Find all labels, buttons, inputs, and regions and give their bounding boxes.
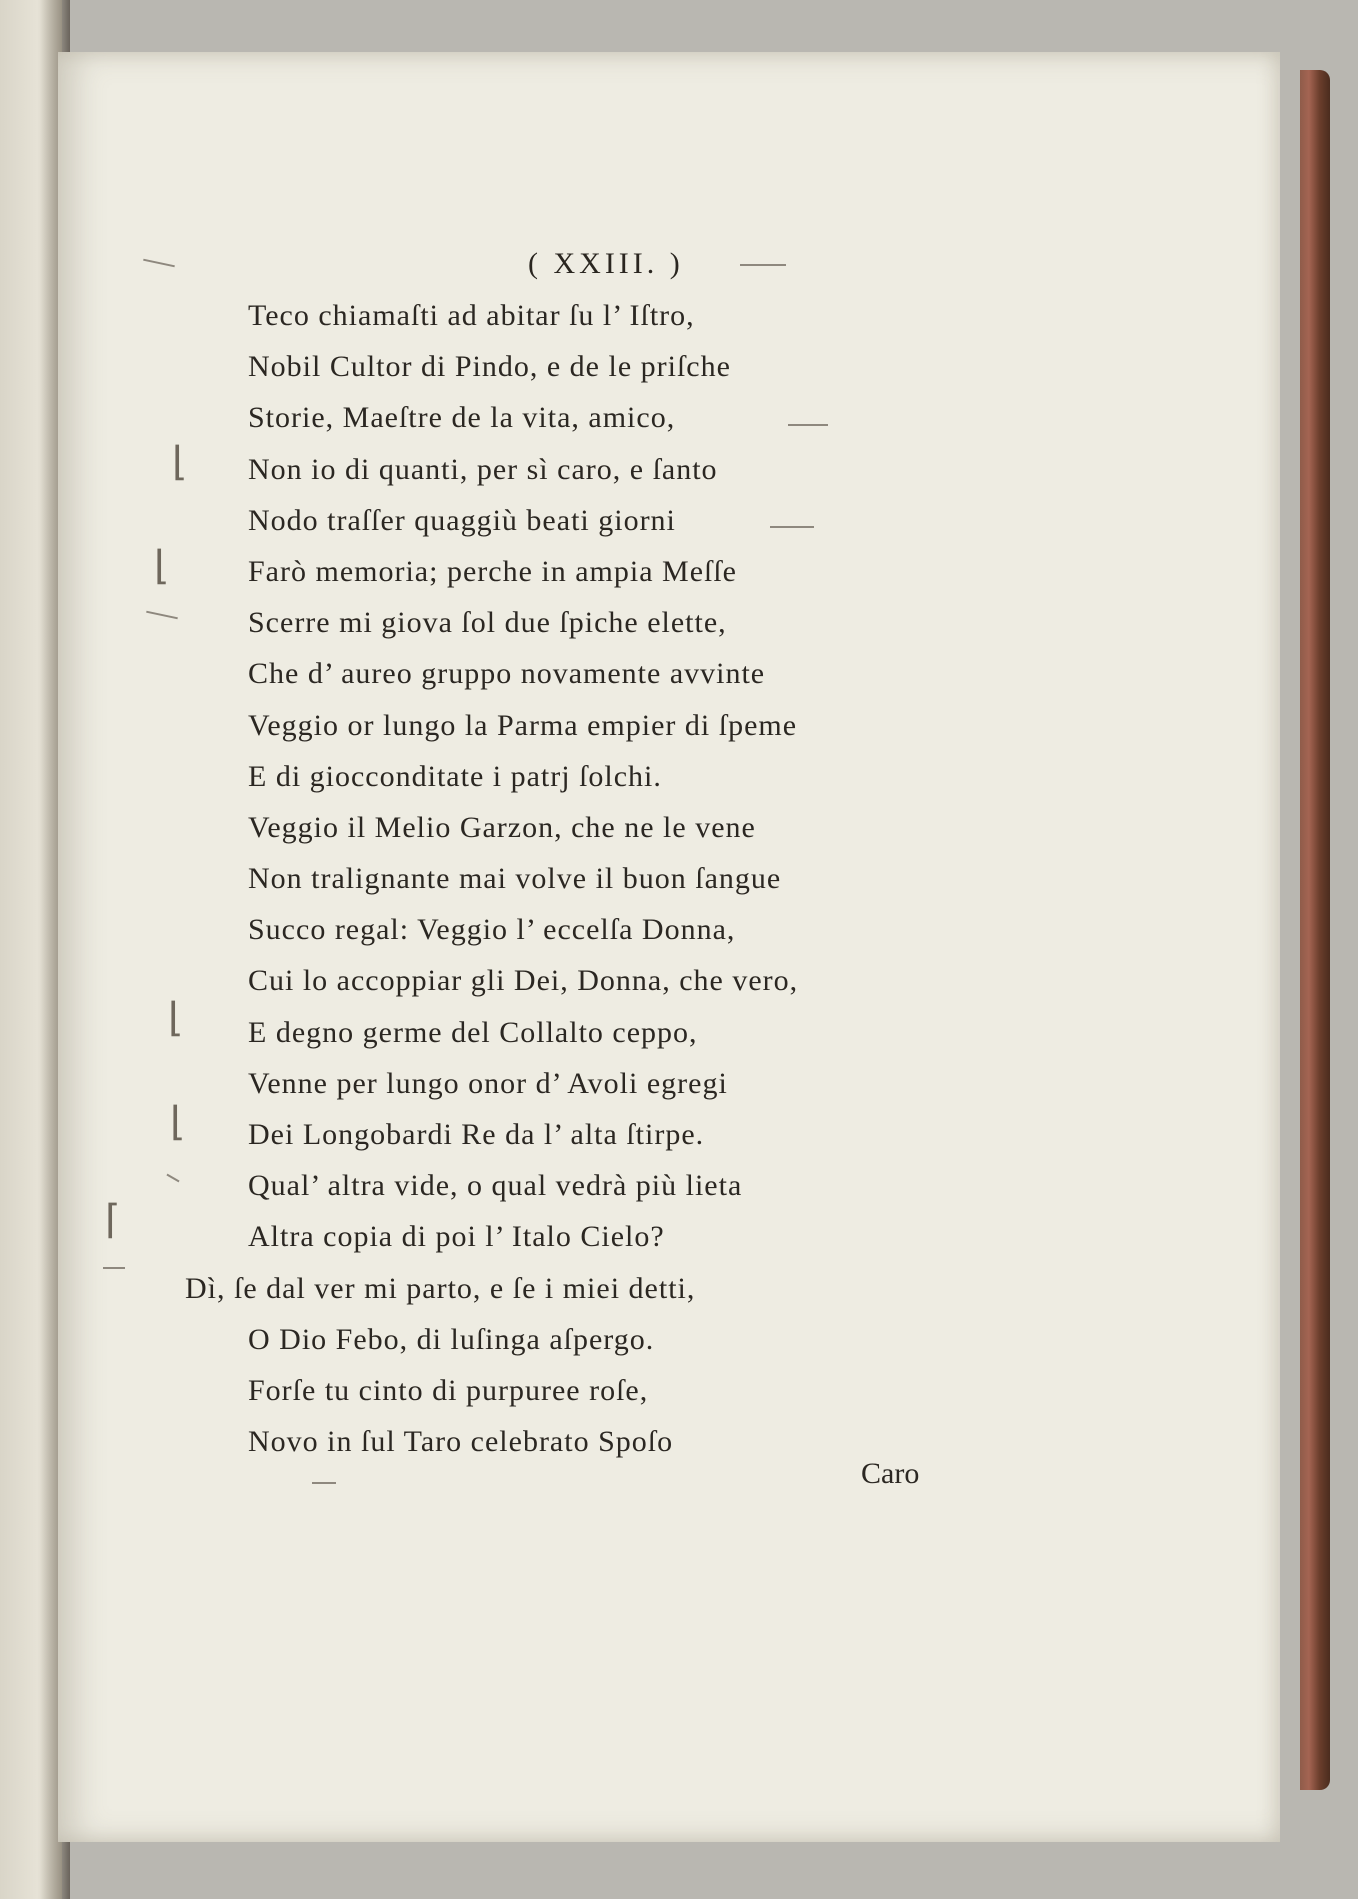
pencil-dash-mark xyxy=(143,259,175,268)
poem-line: E di giocconditate i patrj ſolchi. xyxy=(248,759,662,793)
pencil-bracket-mark: ⌊ xyxy=(172,439,188,484)
pencil-bracket-mark: ⌊ xyxy=(154,543,170,588)
poem-line: E degno germe del Collalto ceppo, xyxy=(248,1015,698,1049)
poem-line: Novo in ſul Taro celebrato Spoſo xyxy=(248,1425,674,1459)
book-edge xyxy=(1300,70,1330,1790)
poem-line: Non tralignante mai volve il buon ſangue xyxy=(248,862,782,896)
poem-line: Farò memoria; perche in ampia Meſſe xyxy=(248,554,737,588)
poem-line: Nodo traſſer quaggiù beati giorni xyxy=(248,503,676,537)
poem-line: Succo regal: Veggio l’ eccelſa Donna, xyxy=(248,913,736,947)
pencil-bracket-mark: ⌊ xyxy=(170,1099,186,1144)
pencil-dash-mark xyxy=(146,611,178,620)
poem-line: Teco chiamaſti ad abitar ſu l’ Iſtro, xyxy=(248,299,695,332)
poem-line: Dì, ſe dal ver mi parto, e ſe i miei detti, xyxy=(185,1271,696,1305)
poem-line: Non io di quanti, per sì caro, e ſanto xyxy=(248,452,718,486)
poem-line: Venne per lungo onor d’ Avoli egregi xyxy=(248,1066,728,1100)
poem-line: Che d’ aureo gruppo novamente avvinte xyxy=(248,657,766,691)
pencil-dash-mark xyxy=(103,1267,125,1269)
book-page xyxy=(58,52,1280,1842)
pencil-bracket-mark: ⌈ xyxy=(105,1197,121,1242)
pencil-dash-mark xyxy=(166,1174,179,1183)
poem-line: Dei Longobardi Re da l’ alta ſtirpe. xyxy=(248,1118,705,1151)
pencil-dash-mark xyxy=(770,526,814,528)
poem-line: Qual’ altra vide, o qual vedrà più lieta xyxy=(248,1169,743,1203)
poem-text xyxy=(185,290,948,1467)
poem-line: Cui lo accoppiar gli Dei, Donna, che vero, xyxy=(248,964,799,998)
poem-line: O Dio Febo, di luſinga aſpergo. xyxy=(248,1322,655,1356)
poem-line: Nobil Cultor di Pindo, e de le priſche xyxy=(248,350,731,384)
page-number: ( XXIII. ) xyxy=(528,247,684,280)
poem-line: Scerre mi giova ſol due ſpiche elette, xyxy=(248,606,727,640)
pencil-dash-mark xyxy=(788,424,828,426)
poem-line: Veggio il Melio Garzon, che ne le vene xyxy=(248,810,756,844)
pencil-dash-mark xyxy=(312,1482,336,1484)
poem-line: Storie, Maeſtre de la vita, amico, xyxy=(248,401,676,435)
poem-line: Veggio or lungo la Parma empier di ſpeme xyxy=(248,708,798,742)
poem-line: Altra copia di poi l’ Italo Cielo? xyxy=(248,1220,665,1254)
catchword: Caro xyxy=(861,1457,920,1490)
poem-line: Forſe tu cinto di purpuree roſe, xyxy=(248,1373,649,1407)
pencil-bracket-mark: ⌊ xyxy=(168,995,184,1040)
pencil-dash-mark xyxy=(740,264,786,266)
